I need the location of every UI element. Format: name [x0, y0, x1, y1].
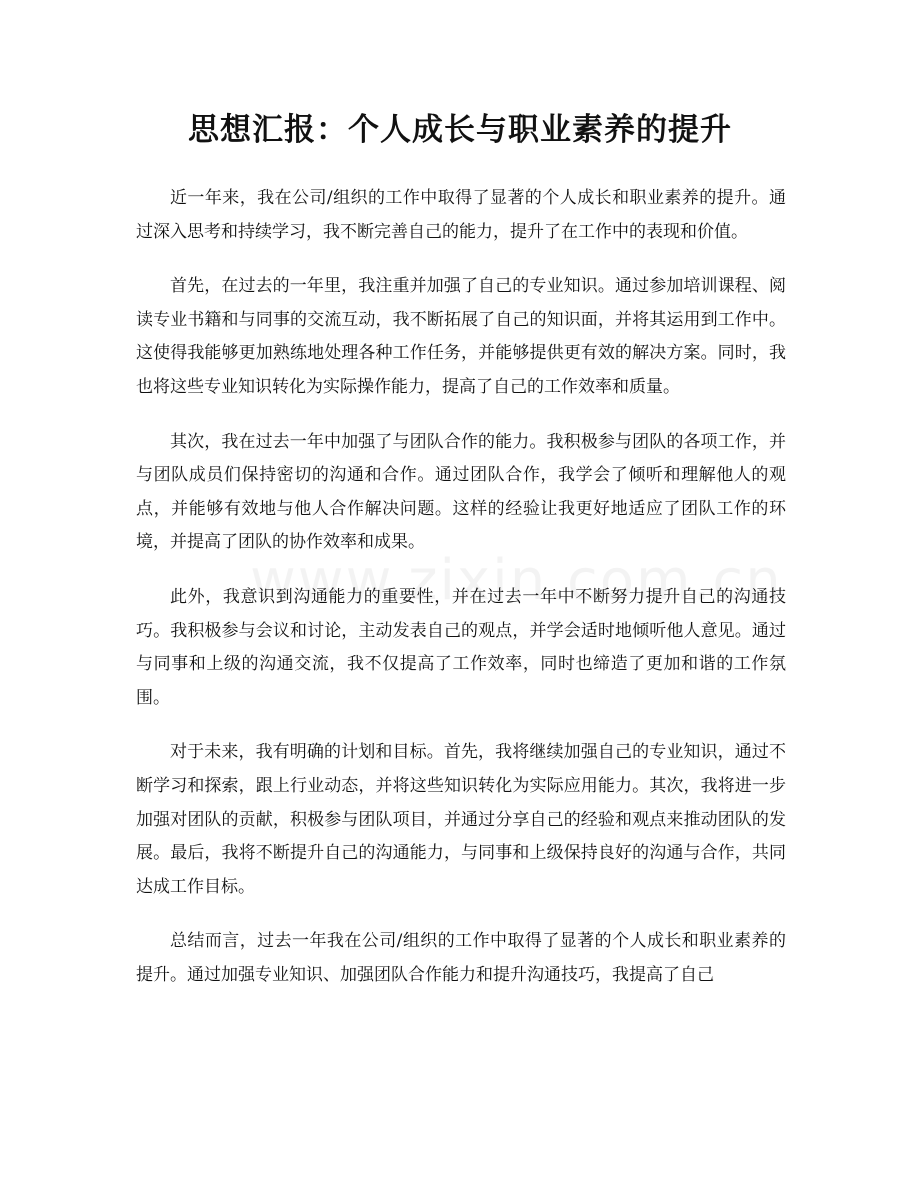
paragraph-teamwork: 其次，我在过去一年中加强了与团队合作的能力。我积极参与团队的各项工作，并与团队成员们保持密切的沟通和合作。通过团队合作，我学会了倾听和理解他人的观点，并能够有效地与他人合作解决问题。这样的经验让我更好地适应了团队工作的环境，并提高了团队的协作效率和成果。 [136, 431, 786, 553]
document-title: 思想汇报：个人成长与职业素养的提升 [188, 112, 732, 148]
paragraph-future-plans: 对于未来，我有明确的计划和目标。首先，我将继续加强自己的专业知识，通过不断学习和探索，跟上行业动态，并将这些知识转化为实际应用能力。其次，我将进一步加强对团队的贡献，积极参与团队项目，并通过分享自己的经验和观点来推动团队的发展。最后，我将不断提升自己的沟通能力，与同事和上级保持良好的沟通与合作，共同达成工作目标。 [136, 742, 786, 897]
paragraph-summary: 总结而言，过去一年我在公司/组织的工作中取得了显著的个人成长和职业素养的提升。通过加强专业知识、加强团队合作能力和提升沟通技巧，我提高了自己 [136, 931, 786, 985]
paragraph-professional-knowledge: 首先，在过去的一年里，我注重并加强了自己的专业知识。通过参加培训课程、阅读专业书籍和与同事的交流互动，我不断拓展了自己的知识面，并将其运用到工作中。这使得我能够更加熟练地处理各种工作任务，并能够提供更有效的解决方案。同时，我也将这些专业知识转化为实际操作能力，提高了自己的工作效率和质量。 [136, 276, 786, 397]
paragraph-communication: 此外，我意识到沟通能力的重要性，并在过去一年中不断努力提升自己的沟通技巧。我积极参与会议和讨论，主动发表自己的观点，并学会适时地倾听他人意见。通过与同事和上级的沟通交流，我不仅提高了工作效率，同时也缔造了更加和谐的工作氛围。 [136, 586, 786, 708]
document-body [136, 182, 786, 1013]
paragraph-intro: 近一年来，我在公司/组织的工作中取得了显著的个人成长和职业素养的提升。通过深入思考和持续学习，我不断完善自己的能力，提升了在工作中的表现和价值。 [136, 188, 786, 242]
